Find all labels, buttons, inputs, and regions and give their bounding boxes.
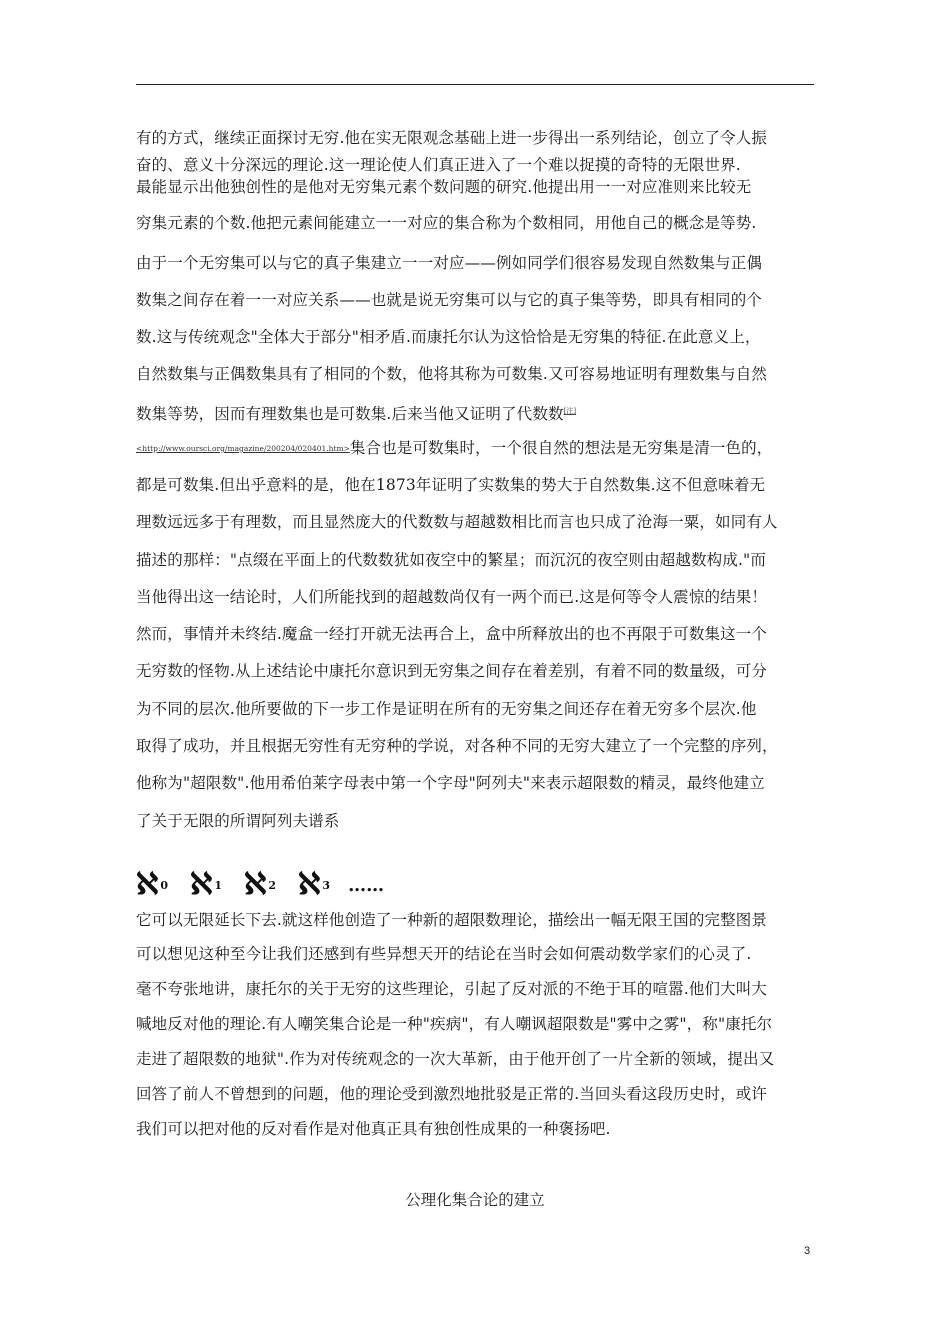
aleph-series-figure	[136, 862, 384, 908]
text-line: 为不同的层次.他所要做的下一步工作是证明在所有的无穷集之间还存在着无穷多个层次.他	[136, 700, 757, 718]
text-line: 都是可数集.但出乎意料的是，他在1873年证明了实数集的势大于自然数集.这不但意味着无	[136, 476, 766, 494]
footnote-url-link[interactable]: <http://www.oursci.org/magazine/200204/020401.htm>	[136, 444, 350, 453]
text-line: 数集之间存在着一一对应关系——也就是说无穷集可以与它的真子集等势，即具有相同的个	[136, 291, 763, 309]
text-line: 由于一个无穷集可以与它的真子集建立一一对应——例如同学们很容易发现自然数集与正偶	[136, 254, 763, 272]
text-line: 它可以无限延长下去.就这样他创造了一种新的超限数理论，描绘出一幅无限王国的完整图景	[136, 911, 768, 929]
text-span: 集合也是可数集时，一个很自然的想法是无穷集是清一色的，	[349, 439, 773, 457]
footnote-marker-link[interactable]: [注]	[563, 407, 577, 415]
text-line: 理数远远多于有理数，而且显然庞大的代数数与超越数相比而言也只成了沧海一粟，如同有人	[136, 513, 778, 531]
text-line: 奋的、意义十分深远的理论.这一理论使人们真正进入了一个难以捉摸的奇特的无限世界.	[136, 156, 741, 174]
aleph-symbol: ℵ	[190, 867, 213, 902]
text-line-with-url	[136, 438, 826, 459]
aleph-symbol: ℵ	[244, 867, 267, 902]
text-line: 最能显示出他独创性的是他对无穷集元素个数问题的研究.他提出用一一对应准则来比较无	[136, 178, 752, 196]
text-line: 我们可以把对他的反对看作是对他真正具有独创性成果的一种褒扬吧.	[136, 1120, 611, 1138]
text-line: 回答了前人不曾想到的问题，他的理论受到激烈地批驳是正常的.当回头看这段历史时，或许	[136, 1085, 768, 1103]
aleph-subscript: 0	[160, 878, 169, 892]
text-line-with-footnote	[136, 401, 826, 424]
text-line: 描述的那样："点缀在平面上的代数数犹如夜空中的繁星；而沉沉的夜空则由超越数构成."而	[136, 551, 766, 569]
page-number: 3	[804, 1245, 811, 1257]
text-line: 他称为"超限数".他用希伯莱字母表中第一个字母"阿列夫"来表示超限数的精灵，最终他建立	[136, 774, 765, 792]
text-line: 当他得出这一结论时，人们所能找到的超越数尚仅有一两个而已.这是何等令人震惊的结果！	[136, 588, 768, 606]
aleph-subscript: 1	[214, 878, 223, 892]
text-line: 然而，事情并未终结.魔盒一经打开就无法再合上，盒中所释放出的也不再限于可数集这一个	[136, 625, 768, 643]
text-line: 自然数集与正偶数集具有了相同的个数，他将其称为可数集.又可容易地证明有理数集与自然	[136, 365, 768, 383]
aleph-symbol: ℵ	[298, 867, 321, 902]
text-line: 毫不夸张地讲，康托尔的关于无穷的这些理论，引起了反对派的不绝于耳的喧嚣.他们大叫大	[136, 980, 768, 998]
text-line: 数.这与传统观念"全体大于部分"相矛盾.而康托尔认为这恰恰是无穷集的特征.在此意义上，	[136, 328, 761, 346]
aleph-subscript: 3	[322, 878, 331, 892]
text-line: 无穷数的怪物.从上述结论中康托尔意识到无穷集之间存在着差别，有着不同的数量级，可分	[136, 662, 768, 680]
text-line: 可以想见这种至今让我们还感到有些异想天开的结论在当时会如何震动数学家们的心灵了.	[136, 945, 752, 963]
aleph-subscript: 2	[268, 878, 277, 892]
aleph-symbol: ℵ	[136, 867, 159, 902]
aleph-continuation: ……	[348, 874, 385, 896]
text-line: 了关于无限的所谓阿列夫谱系	[136, 812, 340, 830]
text-span: 数集等势，因而有理数集也是可数集.后来当他又证明了代数数	[136, 405, 564, 423]
text-line: 穷集元素的个数.他把元素间能建立一一对应的集合称为个数相同，用他自己的概念是等势.	[136, 214, 757, 232]
text-line: 走进了超限数的地狱".作为对传统观念的一次大革新，由于他开创了一片全新的领域，提出又	[136, 1050, 775, 1068]
text-line: 取得了成功，并且根据无穷性有无穷种的学说，对各种不同的无穷大建立了一个完整的序列，	[136, 737, 778, 755]
text-line: 喊地反对他的理论.有人嘲笑集合论是一种"疾病"，有人嘲讽超限数是"雾中之雾"，称"康托尔	[136, 1015, 773, 1033]
text-line: 有的方式，继续正面探讨无穷.他在实无限观念基础上进一步得出一系列结论，创立了令人振	[136, 129, 768, 147]
header-rule	[136, 84, 814, 85]
section-heading: 公理化集合论的建立	[405, 1191, 545, 1209]
